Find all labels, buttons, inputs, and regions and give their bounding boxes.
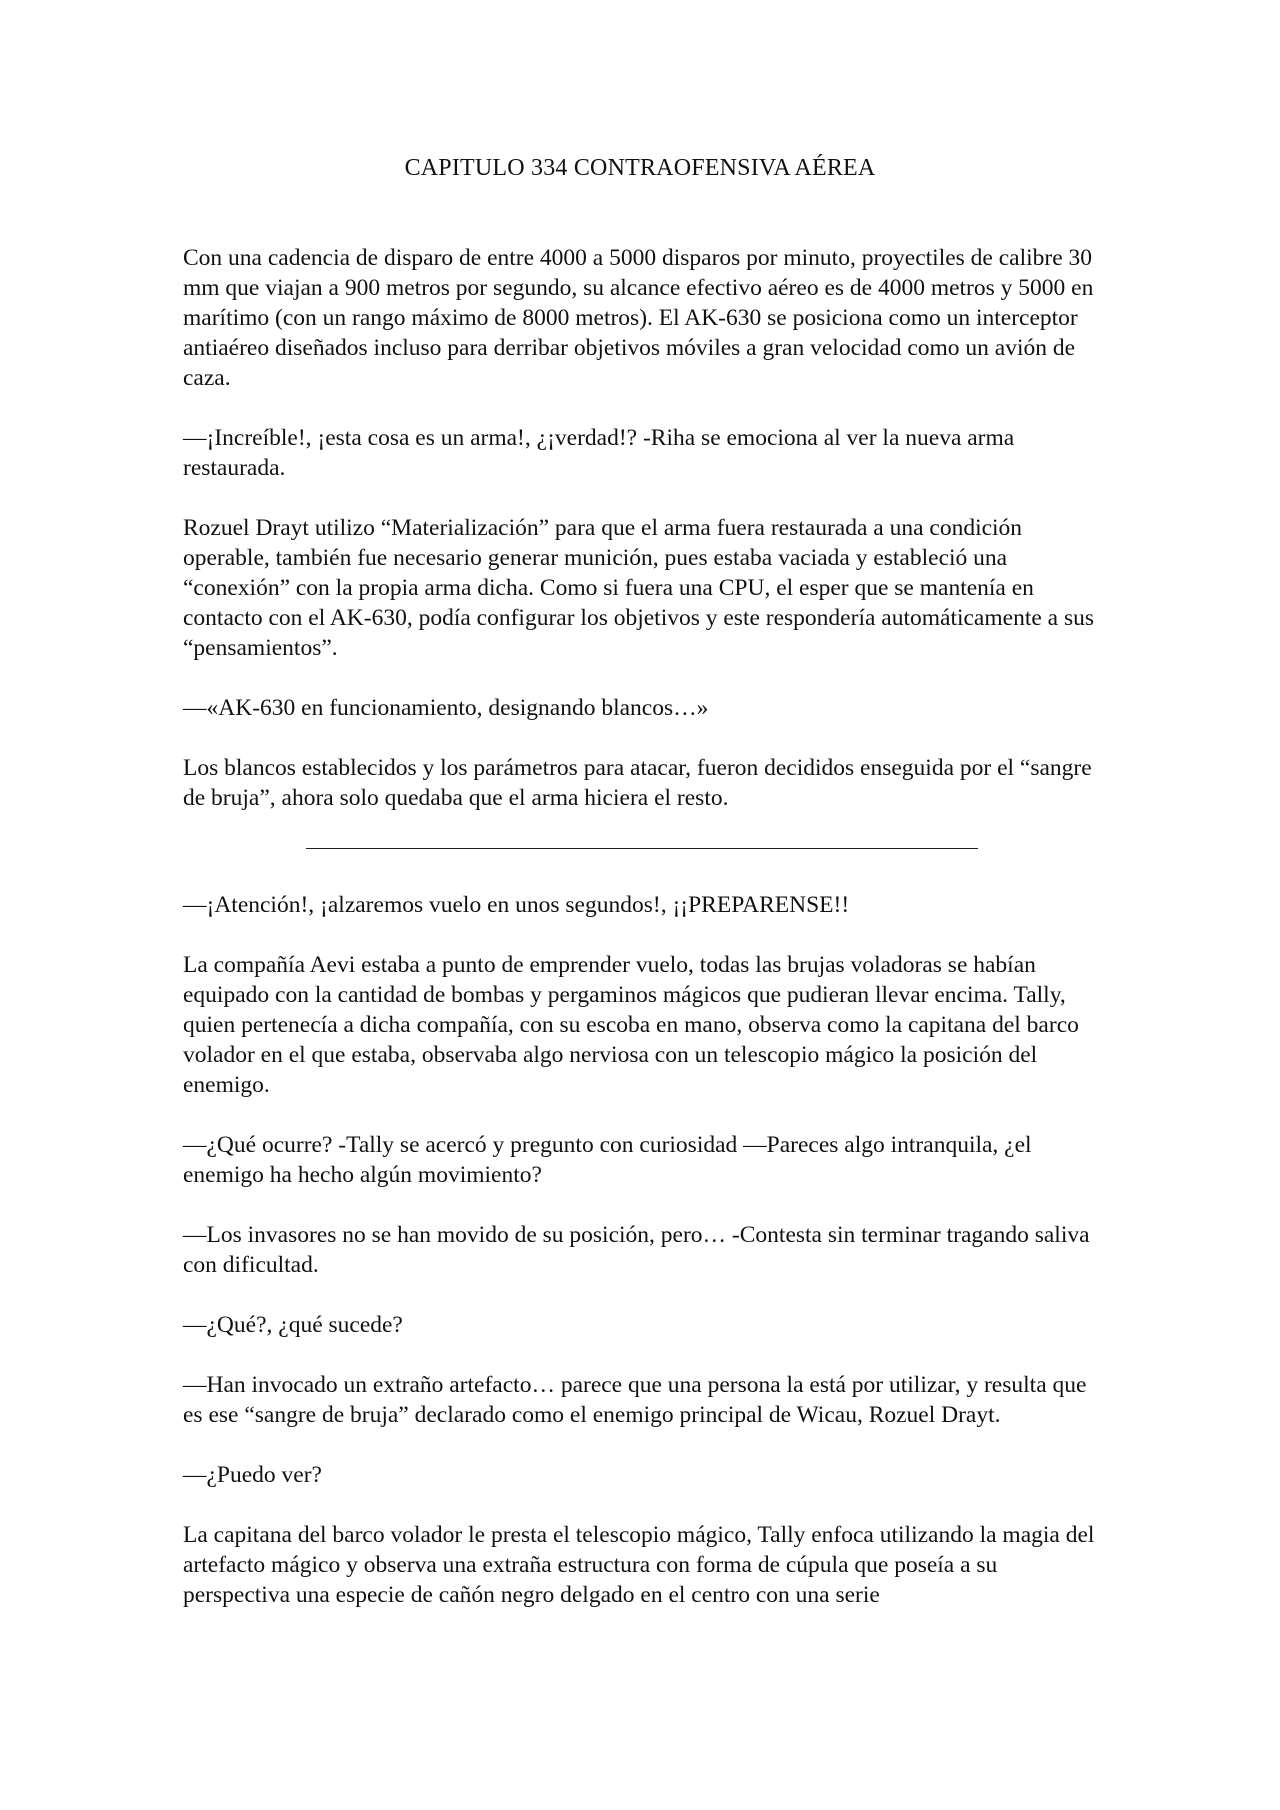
section-divider [306,848,978,849]
paragraph: Con una cadencia de disparo de entre 4000 a 5000 disparos por minuto, proyectiles de calibre 30 mm que viajan a 900 metros por segundo, su alcance efectivo aéreo es de 4000 metros y 5000 en marítimo (con un rango máximo de 8000 metros). El AK-630 se posiciona como un interceptor antiaéreo diseñados incluso para derribar objetivos móviles a gran velocidad como un avión de caza. [183,245,1094,391]
paragraph: —¡Atención!, ¡alzaremos vuelo en unos segundos!, ¡¡PREPARENSE!! [183,892,850,918]
paragraph: —Han invocado un extraño artefacto… parece que una persona la está por utilizar, y resulta que es ese “sangre de bruja” declarado como el enemigo principal de Wicau, Rozuel Drayt. [183,1372,1087,1428]
paragraph: —«AK-630 en funcionamiento, designando blancos…» [183,695,709,721]
paragraph: —¡Increíble!, ¡esta cosa es un arma!, ¿¡verdad!? -Riha se emociona al ver la nueva arma restaurada. [183,425,1015,481]
paragraph: Rozuel Drayt utilizo “Materialización” para que el arma fuera restaurada a una condición operable, también fue necesario generar munición, pues estaba vaciada y estableció una “conexión” con la propia arma dicha. Como si fuera una CPU, el esper que se mantenía en contacto con el AK-630, podía configurar los objetivos y este respondería automáticamente a sus “pensamientos”. [183,515,1095,661]
paragraph: —¿Puedo ver? [183,1462,322,1488]
paragraph: —Los invasores no se han movido de su posición, pero… -Contesta sin terminar tragando saliva con dificultad. [183,1222,1090,1278]
document-body [183,243,1103,1640]
paragraph: —¿Qué?, ¿qué sucede? [183,1312,403,1338]
paragraph: La compañía Aevi estaba a punto de emprender vuelo, todas las brujas voladoras se habían equipado con la cantidad de bombas y pergaminos mágicos que pudieran llevar encima. Tally, quien pertenecía a dicha compañía, con su escoba en mano, observa como la capitana del barco volador en el que estaba, observaba algo nerviosa con un telescopio mágico la posición del enemigo. [183,952,1079,1098]
chapter-title: CAPITULO 334 CONTRAOFENSIVA AÉREA [404,155,876,181]
paragraph: Los blancos establecidos y los parámetros para atacar, fueron decididos enseguida por el “sangre de bruja”, ahora solo quedaba que el arma hiciera el resto. [183,755,1092,811]
paragraph: La capitana del barco volador le presta el telescopio mágico, Tally enfoca utilizando la magia del artefacto mágico y observa una extraña estructura con forma de cúpula que poseía a su perspectiva una especie de cañón negro delgado en el centro con una serie [183,1522,1095,1608]
paragraph: —¿Qué ocurre? -Tally se acercó y pregunto con curiosidad —Pareces algo intranquila, ¿el enemigo ha hecho algún movimiento? [183,1132,1032,1188]
